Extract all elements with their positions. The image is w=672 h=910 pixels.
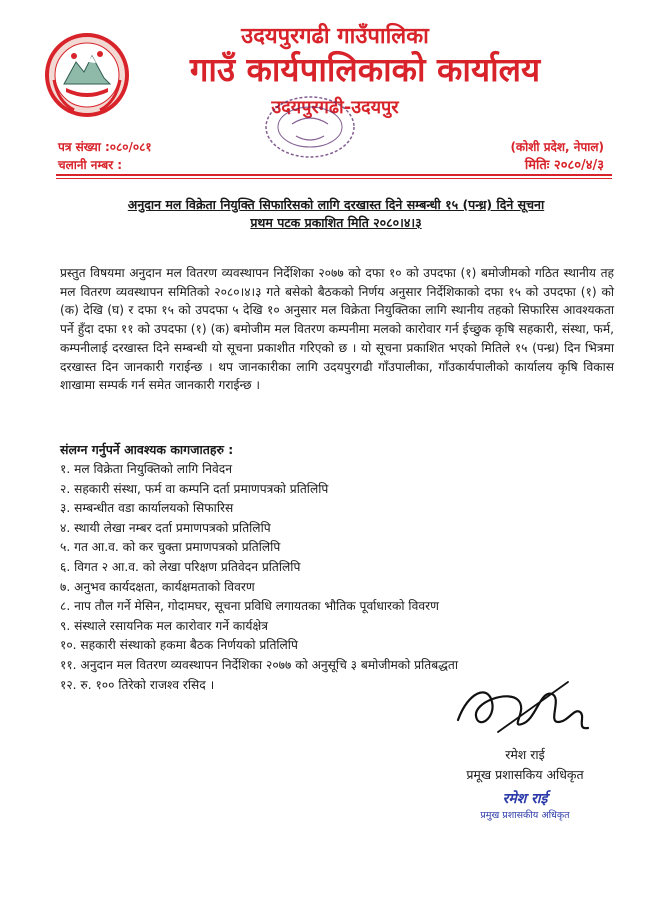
documents-list xyxy=(60,460,620,695)
notice-subject: अनुदान मल विक्रेता नियुक्ति सिफारिसको लागि दरखास्त दिने सम्बन्धी १५ (पन्ध्र) दिने सूचना xyxy=(127,197,545,212)
list-item: ११. अनुदान मल वितरण व्यवस्थापन निर्देशिका २०७७ को अनुसूचि ३ बमोजीमको प्रतिबद्धता xyxy=(60,657,459,672)
list-item: १०. सहकारी संस्थाको हकमा बैठक निर्णयको प्रतिलिपि xyxy=(60,638,298,653)
handwritten-signature-icon xyxy=(448,672,608,742)
header-divider-thin xyxy=(56,178,612,179)
list-item: २. सहकारी संस्था, फर्म वा कम्पनि दर्ता प्रमाणपत्रको प्रतिलिपि xyxy=(60,481,329,496)
letter-date: मितिः २०८०/४/३ xyxy=(524,158,604,173)
signatory-title: प्रमूख प्रशासकिय अधिकृत xyxy=(466,767,584,782)
list-item: ९. संस्थाले रसायनिक मल कारोवार गर्ने कार्यक्षेत्र xyxy=(60,618,268,633)
office-name: गाउँ कार्यपालिकाको कार्यालय xyxy=(189,50,541,89)
nepal-emblem-icon xyxy=(44,32,130,118)
list-item: ७. अनुभव कार्यदक्षता, कार्यक्षमताको विवरण xyxy=(60,579,255,594)
stamp-signatory-name: रमेश राई xyxy=(502,791,548,807)
reference-number: पत्र संख्या :०८०/०८१ xyxy=(58,140,152,154)
stamp-signatory-title: प्रमुख प्रशासकीय अधिकृत xyxy=(480,810,570,821)
list-item: ६. विगत २ आ.व. को लेखा परिक्षण प्रतिवेदन प्रतिलिपि xyxy=(60,559,301,574)
signatory-name: रमेश राई xyxy=(505,747,545,762)
office-address: उदयपुरगढी-उदयपुर xyxy=(271,97,399,118)
publication-date: प्रथम पटक प्रकाशित मिति २०८०।४।३ xyxy=(250,215,422,230)
list-item: ५. गत आ.व. को कर चुक्ता प्रमाणपत्रको प्रतिलिपि xyxy=(60,540,281,555)
dispatch-number: चलानी नम्बर : xyxy=(58,158,123,172)
list-item: ३. सम्बन्धीत वडा कार्यालयको सिफारिस xyxy=(60,501,234,516)
province-label: (कोशी प्रदेश, नेपाल) xyxy=(510,140,604,154)
list-item: १. मल विक्रेता नियुक्तिको लागि निवेदन xyxy=(60,462,233,476)
header-divider xyxy=(56,174,612,176)
notice-body: प्रस्तुत विषयमा अनुदान मल वितरण व्यवस्थापन निर्देशिका २०७७ को दफा १० को उपदफा (१) बमोजीमको गठित स्थानीय तह मल वितरण व्यवस्थापन समितिको २०८०।४।३ गते बसेको बैठकको निर्णय अनुसार निर्देशिकाको दफा १५ को उपदफा (१) को (क) देखि (घ) र दफा १५ को उपदफा ५ देखि १० अनुसार मल विक्रेता नियुक्तिका लागि स्थानीय तहको सिफारिस आवश्यकता पर्ने हुँदा दफा ११ को उपदफा (१) (क) बमोजीम मल वितरण कम्पनीमा मलको कारोवार गर्न ईच्छुक कृषि सहकारी, संस्था, फर्म, कम्पनीलाई दरखास्त दिने सम्बन्धी यो सूचना प्रकाशीत गरिएको छ । यो सूचना प्रकाशित भएको मितिले १५ (पन्ध्र) दिन भित्रमा दरखास्त दिन जानकारी गराईन्छ । थप जानकारीका लागि उदयपुरगढी गाँउपालीका, गाँउकार्यपालीको कार्यालय कृषि विकास शाखामा सम्पर्क गर्न समेत जानकारी गराईन्छ । xyxy=(60,266,614,393)
documents-heading: संलग्न गर्नुपर्ने आवश्यक कागजातहरु : xyxy=(60,442,234,457)
list-item: ८. नाप तौल गर्ने मेसिन, गोदामघर, सूचना प्रविधि लगायतका भौतिक पूर्वाधारको विवरण xyxy=(60,599,439,614)
office-seal-icon xyxy=(262,94,358,160)
list-item: ४. स्थायी लेखा नम्बर दर्ता प्रमाणपत्रको प्रतिलिपि xyxy=(60,520,271,535)
list-item: १२. रु. १०० तिरेको राजश्व रसिद । xyxy=(60,677,215,692)
municipality-name: उदयपुरगढी गाउँपालिका xyxy=(241,24,429,49)
